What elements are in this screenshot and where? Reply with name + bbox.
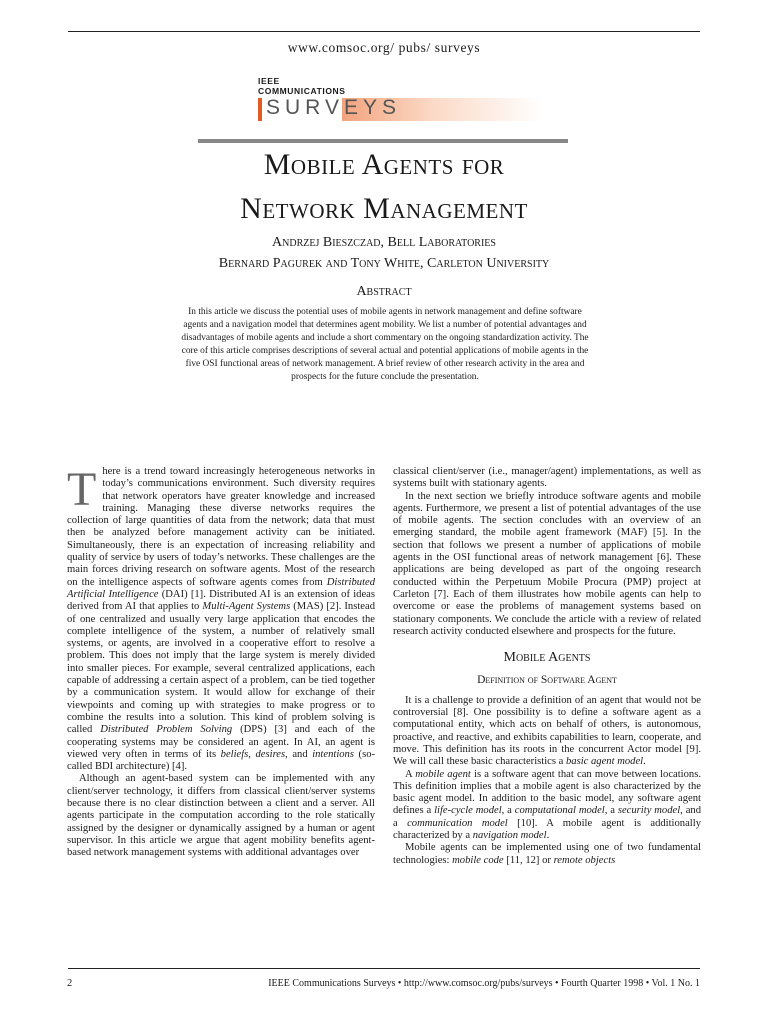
- title-line-2: Network Management: [240, 192, 528, 225]
- logo-line-1: IEEE: [258, 76, 280, 86]
- title-rule: [198, 139, 568, 143]
- body-paragraph: Although an agent-based system can be implemented with any client/server technology, it differs from classical client/server systems because there is no clear distinction between a client and a server. All agents participate in the computation according to the role statically assigned by the designer or dynamically assigned by a human or agent supervisor. In this article we argue that agent mobility benefits agent-based network management systems with additional advantages over: [67, 773, 375, 859]
- authors-line-2: Bernard Pagurek and Tony White, Carleton University: [218, 256, 550, 271]
- body-paragraph: Mobile agents can be implemented using one of two fundamental technologies: mobile code [11, 12] or remote objects: [393, 842, 701, 866]
- body-paragraph: It is a challenge to provide a definition of an agent that would not be controversial [8]. One possibility is to define a software agent as a computational entity, which acts on behalf of others, is autonomous, proactive, and reactive, and exhibits capabilities to learn, cooperate, and move. This definition has its roots in the concurrent Actor model [9]. We will call these basic characteristics a basic agent model.: [393, 694, 701, 768]
- drop-cap: T: [67, 463, 97, 516]
- abstract-heading: Abstract: [356, 284, 412, 299]
- section-heading: Mobile Agents: [503, 650, 591, 666]
- right-column: [393, 466, 701, 867]
- header-url[interactable]: www.comsoc.org/ pubs/ surveys: [287, 40, 481, 55]
- logo-accent-bar: [258, 98, 262, 121]
- left-column: [67, 463, 376, 860]
- top-rule: [68, 31, 700, 32]
- intro-paragraph: There is a trend toward increasingly heterogeneous networks in today’s communications environment. Such diversity requires that network operators have greater knowledge and increased training. Managing these diverse networks requires the collection of large quantities of data from the network; data that must then be analyzed before management activity can be initiated. Simultaneously, there is an expectation of increasing reliability and quality of service by users of today’s networks. These challenges are the main forces driving research on software agents. Most of the research on the intelligence aspects of software agents comes from Distributed Artificial Intelligence (DAI) [1]. Distributed AI is an extension of ideas derived from AI that applies to Multi-Agent Systems (MAS) [2]. Instead of one centralized and usually very large application that encodes the complete intelligence of the system, a number of relatively small systems, or agents, are involved in a cooperative effort to resolve a problem. This does not imply that the large system is merely divided into smaller pieces. For example, several centralized applications, each capable of addressing a certain aspect of a problem, can be tied together by a communication system. It would allow for exchange of their viewpoints and coming up with strategies to make progress or to combine the results into a solution. This kind of problem solving is called Distributed Problem Solving (DPS) [3] and each of the cooperating systems may be considered an agent. In AI, an agent is viewed very often in terms of its beliefs, desires, and intentions (so-called BDI architecture) [4].: [67, 463, 376, 773]
- body-paragraph: classical client/server (i.e., manager/agent) implementations, as well as systems built with stationary agents.: [393, 466, 701, 490]
- authors-line-1: Andrzej Bieszczad, Bell Laboratories: [272, 235, 496, 250]
- footer-text: IEEE Communications Surveys • http://www.comsoc.org/pubs/surveys • Fourth Quarter 1998 • Vol. 1 No. 1: [268, 978, 700, 989]
- body-paragraph: In the next section we briefly introduce software agents and mobile agents. Furthermore, we present a list of potential advantages of the use of mobile agents. The section concludes with an overview of an emerging standard, the mobile agent framework (MAF) [5]. In the section that follows we present a number of applications of mobile agents in the OSI functional areas of network management [6]. These applications are being developed as part of the ongoing research conducted within the Perpetuum Mobile Procura (PMP) project at Carleton [7]. Each of them illustrates how mobile agents can help to overcome or ease the problems of management systems based on stationary components. We conclude the article with a review of related research activity conducted elsewhere and prospects for the future.: [393, 490, 701, 637]
- ieee-surveys-logo: [258, 76, 558, 126]
- page-number: 2: [67, 978, 73, 989]
- logo-line-2: COMMUNICATIONS: [258, 86, 346, 96]
- title-line-1: Mobile Agents for: [263, 148, 505, 181]
- logo-word: SURVEYS: [266, 96, 401, 119]
- footer-rule: [68, 968, 700, 969]
- subsection-heading: Definition of Software Agent: [477, 674, 617, 687]
- abstract-text: In this article we discuss the potential uses of mobile agents in network management and define software agents and a navigation model that determines agent mobility. We list a number of potential advantages and disadvantages of mobile agents and include a short commentary on the ongoing standardization activity. The core of this article comprises descriptions of several actual and potential applications of mobile agents in the five OSI functional areas of network management. A brief review of other research activity in the area and prospects for the future conclude the presentation.: [181, 307, 589, 382]
- body-paragraph: A mobile agent is a software agent that can move between locations. This definition implies that a mobile agent is also characterized by the basic agent model. In addition to the basic model, any software agent defines a life-cycle model, a computational model, a security model, and a communication model [10]. A mobile agent is additionally characterized by a navigation model.: [393, 768, 701, 842]
